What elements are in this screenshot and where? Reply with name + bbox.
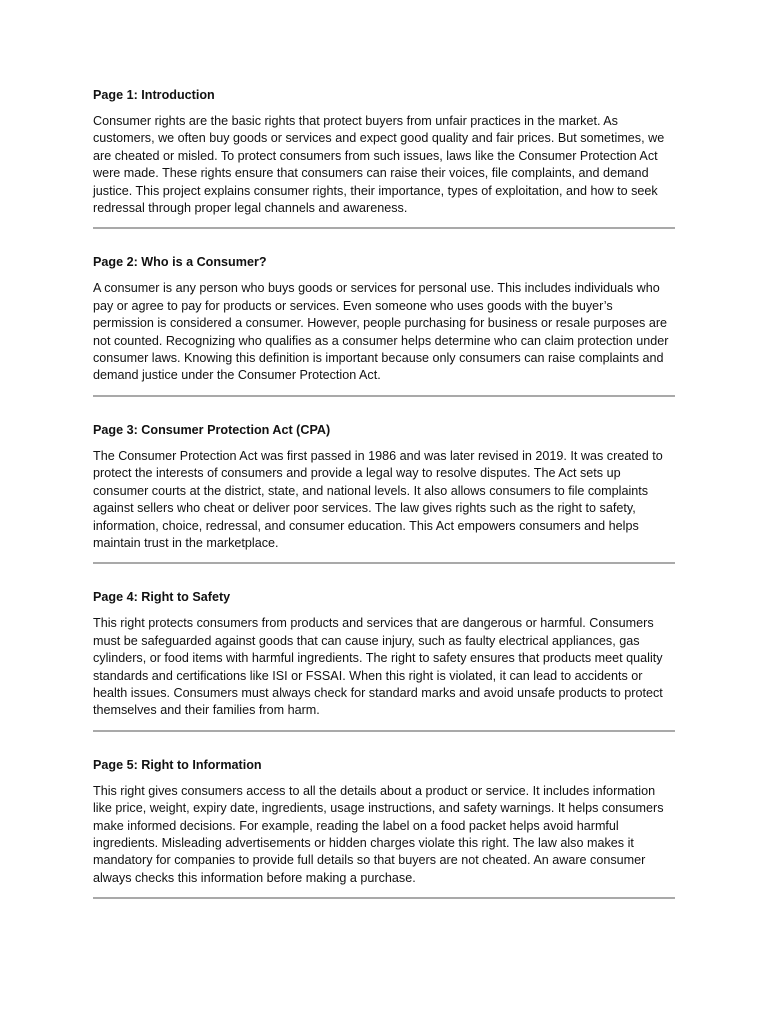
section-paragraph: Consumer rights are the basic rights that protect buyers from unfair practices in the market. As customers, we often buy goods or services and expect good quality and fair prices. But sometimes, we are cheated or misled. To protect consumers from such issues, laws like the Consumer Protection Act were made. These rights ensure that consumers can raise their voices, file complaints, and demand justice. This project explains consumer rights, their importance, types of exploitation, and how to seek redressal through proper legal channels and awareness. bbox=[93, 114, 665, 216]
horizontal-divider bbox=[93, 227, 675, 229]
horizontal-divider bbox=[93, 395, 675, 397]
horizontal-divider bbox=[93, 562, 675, 564]
section-heading: Page 2: Who is a Consumer? bbox=[93, 255, 267, 270]
section-paragraph: This right protects consumers from products and services that are dangerous or harmful. Consumers must be safeguarded against goods that can cause injury, such as faulty electrical appliances, gas cylinders, or food items with harmful ingredients. The right to safety ensures that products meet quality standards and certifications like ISI or FSSAI. When this right is violated, it can lead to accidents or health issues. Consumers must always check for standard marks and avoid unsafe products to protect themselves and their families from harm. bbox=[93, 616, 663, 718]
section-heading: Page 1: Introduction bbox=[93, 88, 215, 102]
section-right-to-information bbox=[93, 756, 675, 899]
section-paragraph: A consumer is any person who buys goods or services for personal use. This includes individuals who pay or agree to pay for products or services. Even someone who uses goods with the buyer’s permission is considered a consumer. However, people purchasing for business or resale purposes are not counted. Recognizing who qualifies as a consumer helps determine who can claim protection under consumer laws. Knowing this definition is important because only consumers can raise complaints and demand justice under the Consumer Protection Act. bbox=[93, 281, 669, 383]
section-who-is-consumer bbox=[93, 253, 675, 396]
horizontal-divider bbox=[93, 730, 675, 732]
section-heading: Page 4: Right to Safety bbox=[93, 590, 231, 605]
horizontal-divider bbox=[93, 897, 675, 899]
section-paragraph: The Consumer Protection Act was first passed in 1986 and was later revised in 2019. It was created to protect the interests of consumers and provide a legal way to resolve disputes. The Act sets up consumer courts at the district, state, and national levels. It also allows consumers to file complaints against sellers who cheat or deliver poor services. The law gives rights such as the right to safety, information, choice, redressal, and consumer education. This Act empowers consumers and helps maintain trust in the marketplace. bbox=[93, 448, 663, 550]
section-right-to-safety bbox=[93, 588, 675, 731]
document-page bbox=[93, 86, 675, 923]
section-heading: Page 5: Right to Information bbox=[93, 757, 262, 772]
section-paragraph: This right gives consumers access to all the details about a product or service. It includes information like price, weight, expiry date, ingredients, usage instructions, and safety warnings. It helps consumers make informed decisions. For example, reading the label on a food packet helps avoid harmful ingredients. Misleading advertisements or hidden charges violate this right. The law also makes it mandatory for companies to provide full details so that buyers are not cheated. An aware consumer always checks this information before making a purchase. bbox=[93, 783, 664, 885]
section-consumer-protection-act bbox=[93, 421, 675, 564]
section-introduction bbox=[93, 86, 675, 229]
section-heading: Page 3: Consumer Protection Act (CPA) bbox=[93, 422, 331, 437]
